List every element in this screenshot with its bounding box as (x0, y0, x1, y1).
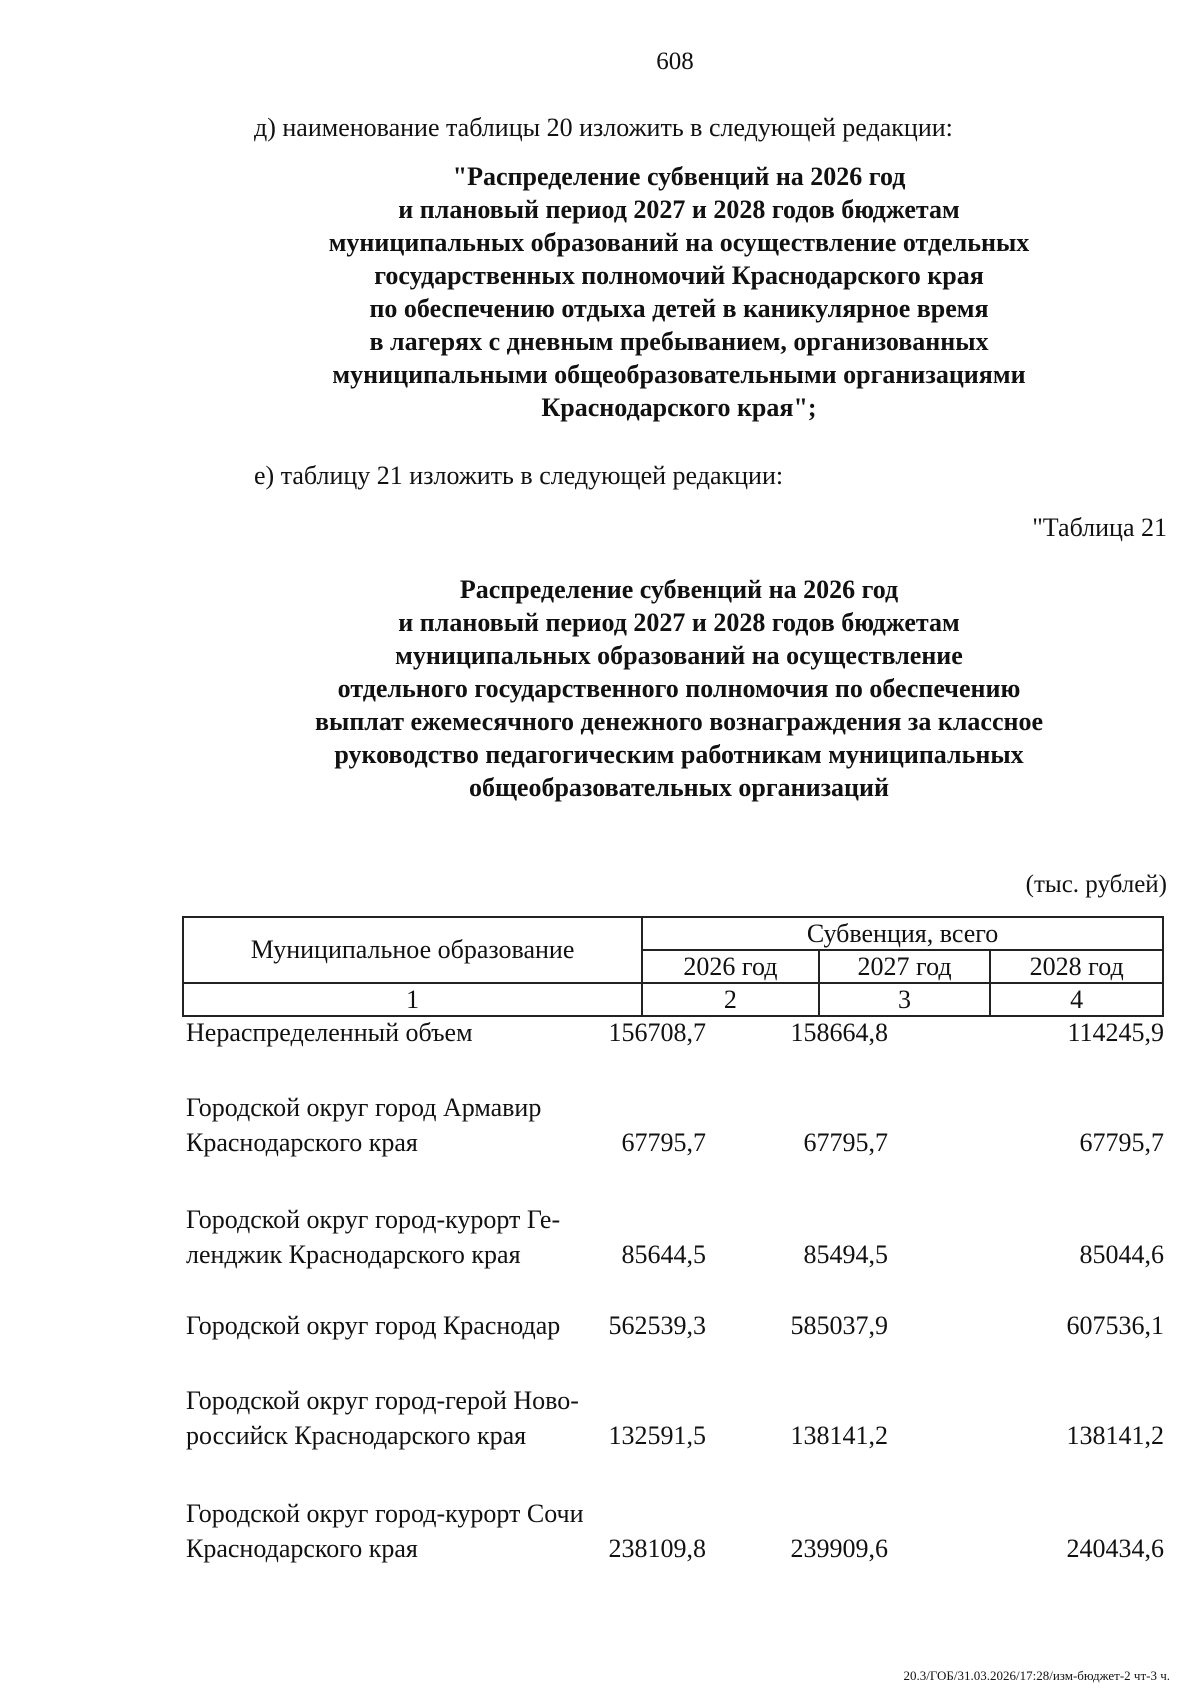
table-label: "Таблица 21 (1032, 513, 1167, 542)
value-2027: 158664,8 (790, 1018, 888, 1047)
column-header-municipality: Муниципальное образование (183, 917, 642, 983)
value-2027: 67795,7 (803, 1128, 888, 1157)
title-line: руководство педагогическим работникам муниципальных (334, 740, 1024, 769)
municipality-name: Городской округ город-курорт Ге- (186, 1205, 561, 1234)
column-number: 1 (183, 983, 642, 1016)
value-2028: 607536,1 (1066, 1311, 1164, 1340)
value-2027: 239909,6 (790, 1534, 888, 1563)
title-line: общеобразовательных организаций (468, 773, 889, 802)
title-line: и плановый период 2027 и 2028 годов бюджетам (398, 195, 960, 224)
title-line: и плановый период 2027 и 2028 годов бюджетам (398, 608, 960, 637)
document-footer-code: 20.3/ГОБ/31.03.2026/17:28/изм-бюджет-2 чт-3 ч. (903, 1668, 1170, 1683)
municipality-name: Нераспределенный объем (186, 1018, 473, 1047)
municipality-name: Городской округ город Армавир (186, 1093, 542, 1122)
municipality-name: Краснодарского края (186, 1128, 418, 1157)
column-header-year: 2028 год (990, 950, 1163, 983)
amendment-paragraph-d: д) наименование таблицы 20 изложить в следующей редакции: (254, 113, 953, 142)
value-2028: 85044,6 (1079, 1240, 1164, 1269)
title-line: Краснодарского края"; (541, 393, 817, 422)
title-line: выплат ежемесячного денежного вознаграждения за классное (314, 707, 1044, 736)
title-line: отдельного государственного полномочия по обеспечению (337, 674, 1021, 703)
municipality-name: ленджик Краснодарского края (186, 1240, 521, 1269)
municipality-name: российск Краснодарского края (186, 1421, 527, 1450)
value-2026: 132591,5 (608, 1421, 706, 1450)
page-number: 608 (656, 48, 694, 75)
value-2026: 562539,3 (608, 1311, 706, 1340)
column-number: 4 (990, 983, 1163, 1016)
title-line: в лагерях с дневным пребыванием, организованных (369, 327, 989, 356)
title-line: Распределение субвенций на 2026 год (459, 575, 899, 604)
value-2028: 114245,9 (1067, 1018, 1164, 1047)
column-header-year: 2026 год (642, 950, 819, 983)
value-2028: 138141,2 (1066, 1421, 1164, 1450)
title-line: муниципальных образований на осуществление отдельных (328, 228, 1030, 257)
value-2027: 585037,9 (790, 1311, 888, 1340)
units-label: (тыс. рублей) (1025, 871, 1167, 898)
title-line: по обеспечению отдыха детей в каникулярное время (369, 294, 989, 323)
column-number: 2 (642, 983, 819, 1016)
municipality-name: Краснодарского края (186, 1534, 418, 1563)
value-2026: 238109,8 (608, 1534, 706, 1563)
municipality-name: Городской округ город-курорт Сочи (186, 1499, 584, 1528)
value-2027: 85494,5 (803, 1240, 888, 1269)
value-2026: 156708,7 (608, 1018, 706, 1047)
title-line: государственных полномочий Краснодарского края (374, 261, 984, 290)
title-line: "Распределение субвенций на 2026 год (452, 162, 906, 191)
value-2027: 138141,2 (790, 1421, 888, 1450)
municipality-name: Городской округ город-герой Ново- (186, 1386, 579, 1415)
value-2026: 85644,5 (621, 1240, 706, 1269)
table-21-title (0, 573, 1200, 804)
title-line: муниципальными общеобразовательными организациями (332, 360, 1026, 389)
column-header-year: 2027 год (819, 950, 991, 983)
table-header (182, 916, 1164, 1017)
column-header-subvention: Субвенция, всего (642, 917, 1163, 950)
table-20-title (0, 160, 1200, 424)
municipality-name: Городской округ город Краснодар (186, 1311, 561, 1340)
column-number: 3 (819, 983, 991, 1016)
value-2028: 67795,7 (1079, 1128, 1164, 1157)
value-2026: 67795,7 (621, 1128, 706, 1157)
value-2028: 240434,6 (1066, 1534, 1164, 1563)
amendment-paragraph-e: е) таблицу 21 изложить в следующей редакции: (254, 461, 784, 490)
title-line: муниципальных образований на осуществление (395, 641, 963, 670)
